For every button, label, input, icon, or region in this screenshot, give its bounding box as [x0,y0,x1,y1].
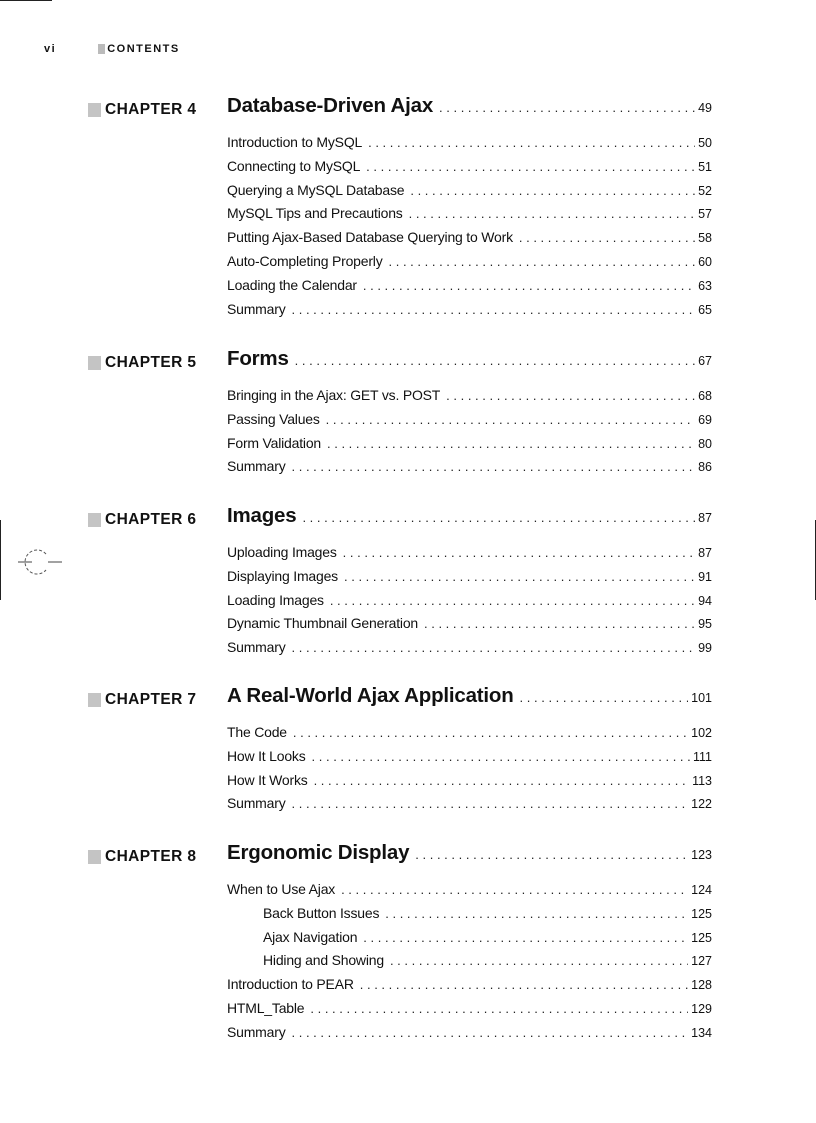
dot-leader [389,254,696,269]
dot-leader [326,412,695,427]
entry-page-number: 129 [691,1001,712,1016]
chapter-title-row[interactable] [227,841,712,865]
dot-leader [293,725,688,740]
dot-leader [344,569,695,584]
entry-title: Querying a MySQL Database [227,181,405,198]
chapter-entries [227,724,712,819]
entry-page-number: 122 [691,797,712,812]
chapter-title: Database-Driven Ajax [227,94,434,117]
entry-title: Summary [227,795,286,812]
chapter-entries [227,387,712,482]
chapter-title-row[interactable] [227,94,712,118]
dot-leader [519,230,695,245]
entry-page-number: 51 [698,159,712,174]
dot-leader [330,593,695,608]
entry-page-number: 124 [691,883,712,897]
entry-page-number: 69 [698,412,712,427]
chapter-title: Forms [227,347,289,370]
entry-title: Uploading Images [227,544,337,560]
entry-title: How It Works [227,771,308,788]
toc-entry[interactable] [227,411,712,435]
chapter-bullet-icon [88,103,101,117]
chapter-label [88,100,196,120]
entry-title: Ajax Navigation [263,928,358,945]
dot-leader [360,977,688,992]
toc-subentry[interactable] [227,952,712,976]
entry-title: Summary [227,1023,286,1040]
chapter-label-text: CHAPTER 8 [105,848,197,865]
toc-entry[interactable] [227,592,712,616]
dot-leader [295,353,695,368]
entry-page-number: 87 [698,546,712,560]
toc-entry[interactable] [227,1000,712,1024]
chapter-entries [227,881,712,1048]
dot-leader [363,278,695,293]
entry-title: Passing Values [227,410,320,427]
entry-page-number: 128 [691,978,712,993]
dot-leader [409,206,696,221]
entry-title: Back Button Issues [263,904,380,921]
dot-leader [327,436,695,451]
entry-page-number: 63 [698,278,712,293]
dot-leader [424,616,695,631]
chapter-title-row[interactable] [227,504,712,528]
toc-entry[interactable] [227,435,712,459]
toc-entry[interactable] [227,748,712,772]
chapter-entries [227,544,712,663]
registration-mark-icon [18,548,62,576]
entry-page-number: 68 [698,389,712,403]
entry-title: Introduction to MySQL [227,134,363,150]
entry-page-number: 134 [691,1025,712,1040]
chapter-page-number: 49 [698,101,712,115]
chapter-bullet-icon [88,850,101,864]
crop-mark-left [0,520,1,600]
entry-page-number: 111 [692,749,712,764]
entry-page-number: 52 [698,183,712,198]
entry-title: Putting Ajax-Based Database Querying to Work [227,229,513,246]
entry-page-number: 99 [698,641,712,656]
entry-title: Form Validation [227,434,322,451]
entry-page-number: 91 [698,569,712,584]
toc-entry[interactable] [227,229,712,253]
entry-title: When to Use Ajax [227,881,336,897]
chapter-page-number: 67 [698,354,712,368]
dot-leader [385,906,688,921]
entry-title: Summary [227,300,286,317]
toc-entry[interactable] [227,277,712,301]
entry-title: Hiding and Showing [263,952,384,969]
toc-entry[interactable] [227,881,712,905]
entry-title: Summary [227,458,286,475]
dot-leader [292,302,696,317]
toc-entry[interactable] [227,1024,712,1048]
toc-entry[interactable] [227,253,712,277]
header-page-number: vi [44,43,57,55]
toc-entry[interactable] [227,458,712,482]
toc-entry[interactable] [227,615,712,639]
dot-leader [368,135,695,150]
dot-leader [446,388,695,403]
toc-entry[interactable] [227,544,712,568]
dot-leader [363,930,688,945]
toc-subentry[interactable] [227,929,712,953]
dot-leader [302,510,695,525]
toc-entry[interactable] [227,639,712,663]
entry-title: Introduction to PEAR [227,976,354,993]
toc-entry[interactable] [227,568,712,592]
entry-title: Loading Images [227,591,324,608]
entry-page-number: 94 [698,593,712,608]
toc-entry[interactable] [227,795,712,819]
toc-entry[interactable] [227,301,712,325]
entry-title: MySQL Tips and Precautions [227,205,403,222]
entry-page-number: 57 [698,207,712,222]
dot-leader [292,640,696,655]
chapter-label-text: CHAPTER 4 [105,101,197,118]
chapter-label [88,353,196,373]
entry-page-number: 125 [691,930,712,945]
dot-leader [343,545,695,560]
chapter-label-text: CHAPTER 6 [105,511,197,528]
entry-page-number: 125 [691,906,712,921]
header-section-title: CONTENTS [107,43,180,55]
chapter-bullet-icon [88,356,101,370]
toc-entry[interactable] [227,387,712,411]
chapter-bullet-icon [88,693,101,707]
chapter-title-row[interactable] [227,684,712,708]
dot-leader [292,459,696,474]
dot-leader [390,953,688,968]
chapter-page-number: 123 [691,848,712,862]
dot-leader [341,882,688,897]
chapter-label-text: CHAPTER 7 [105,691,197,708]
entry-title: Auto-Completing Properly [227,252,383,269]
chapter-page-number: 87 [698,511,712,525]
toc-entry[interactable] [227,976,712,1000]
entry-title: How It Looks [227,747,306,764]
entry-title: Connecting to MySQL [227,157,361,174]
entry-title: Displaying Images [227,567,338,584]
toc-entry[interactable] [227,158,712,182]
dot-leader [366,159,695,174]
entry-title: Loading the Calendar [227,276,357,293]
chapter-label-text: CHAPTER 5 [105,354,197,371]
entry-title: HTML_Table [227,999,305,1016]
toc-entry[interactable] [227,772,712,796]
dot-leader [520,690,689,705]
chapter-title: Images [227,504,297,527]
toc-entry[interactable] [227,724,712,748]
running-header [44,43,180,55]
chapter-label [88,690,196,710]
chapter-page-number: 101 [691,691,712,705]
entry-page-number: 102 [691,726,712,740]
chapter-entries [227,134,712,324]
entry-page-number: 95 [698,617,712,632]
crop-mark-top [0,0,52,1]
entry-title: Summary [227,639,286,656]
dot-leader [314,773,689,788]
entry-page-number: 65 [698,302,712,317]
entry-page-number: 113 [692,773,712,788]
chapter-bullet-icon [88,513,101,527]
toc-entry[interactable] [227,205,712,229]
dot-leader [292,796,689,811]
dot-leader [310,1001,688,1016]
header-bullet-icon [98,44,105,54]
entry-title: The Code [227,724,287,740]
toc-subentry[interactable] [227,905,712,929]
chapter-title-row[interactable] [227,347,712,371]
chapter-title: A Real-World Ajax Application [227,684,514,707]
chapter-label [88,510,196,530]
entry-title: Bringing in the Ajax: GET vs. POST [227,387,441,403]
dot-leader [312,749,690,764]
entry-page-number: 60 [698,254,712,269]
entry-page-number: 127 [691,954,712,969]
toc-entry[interactable] [227,182,712,206]
dot-leader [439,100,695,115]
dot-leader [292,1025,689,1040]
dot-leader [410,183,695,198]
chapter-label [88,847,196,867]
entry-page-number: 50 [698,136,712,150]
entry-page-number: 58 [698,231,712,246]
dot-leader [415,847,688,862]
toc-entry[interactable] [227,134,712,158]
entry-page-number: 86 [698,460,712,475]
chapter-title: Ergonomic Display [227,841,410,864]
entry-page-number: 80 [698,436,712,451]
entry-title: Dynamic Thumbnail Generation [227,615,419,632]
